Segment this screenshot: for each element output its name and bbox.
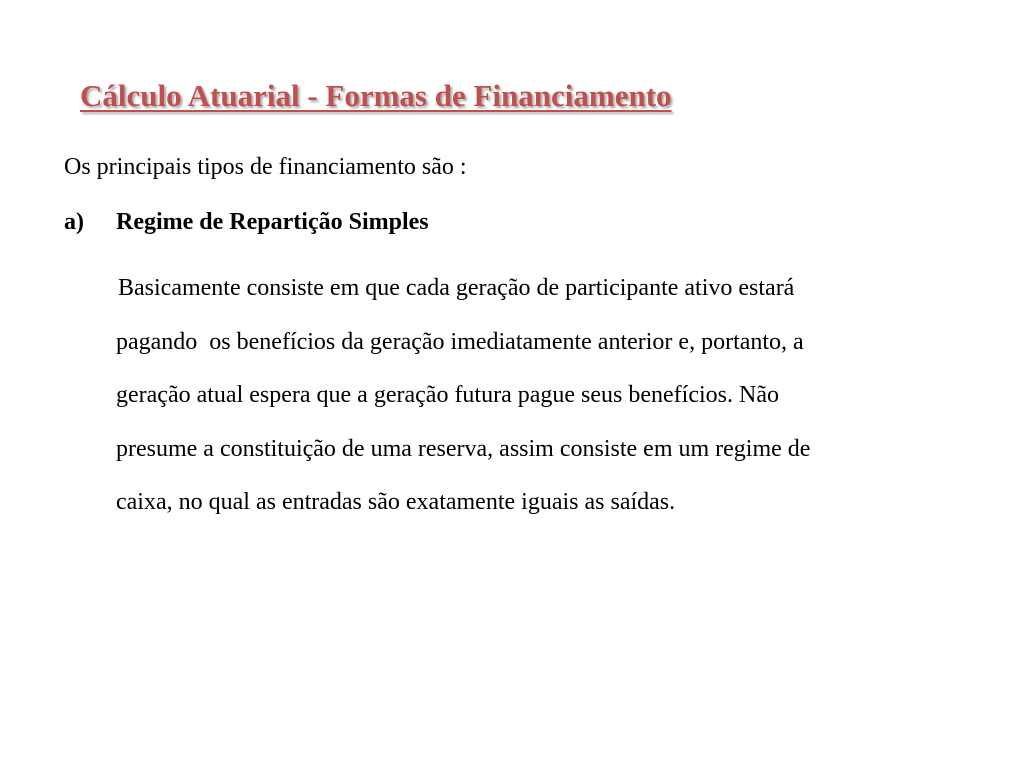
list-item-heading: Regime de Repartição Simples (116, 209, 429, 235)
body-line: pagando os benefícios da geração imediatamente anterior e, portanto, a (116, 328, 804, 355)
body-line: caixa, no qual as entradas são exatamente iguais as saídas. (116, 489, 676, 515)
list-item-body (116, 262, 996, 530)
body-line: presume a constituição de uma reserva, assim consiste em um regime de (116, 435, 811, 462)
slide-title: Cálculo Atuarial - Formas de Financiamento (80, 78, 672, 113)
body-line: Basicamente consiste em que cada geração de participante ativo estará (118, 275, 795, 301)
body-line: geração atual espera que a geração futura pague seus benefícios. Não (116, 382, 779, 408)
list-item-marker: a) (64, 209, 84, 235)
intro-text: Os principais tipos de financiamento são : (64, 154, 467, 180)
